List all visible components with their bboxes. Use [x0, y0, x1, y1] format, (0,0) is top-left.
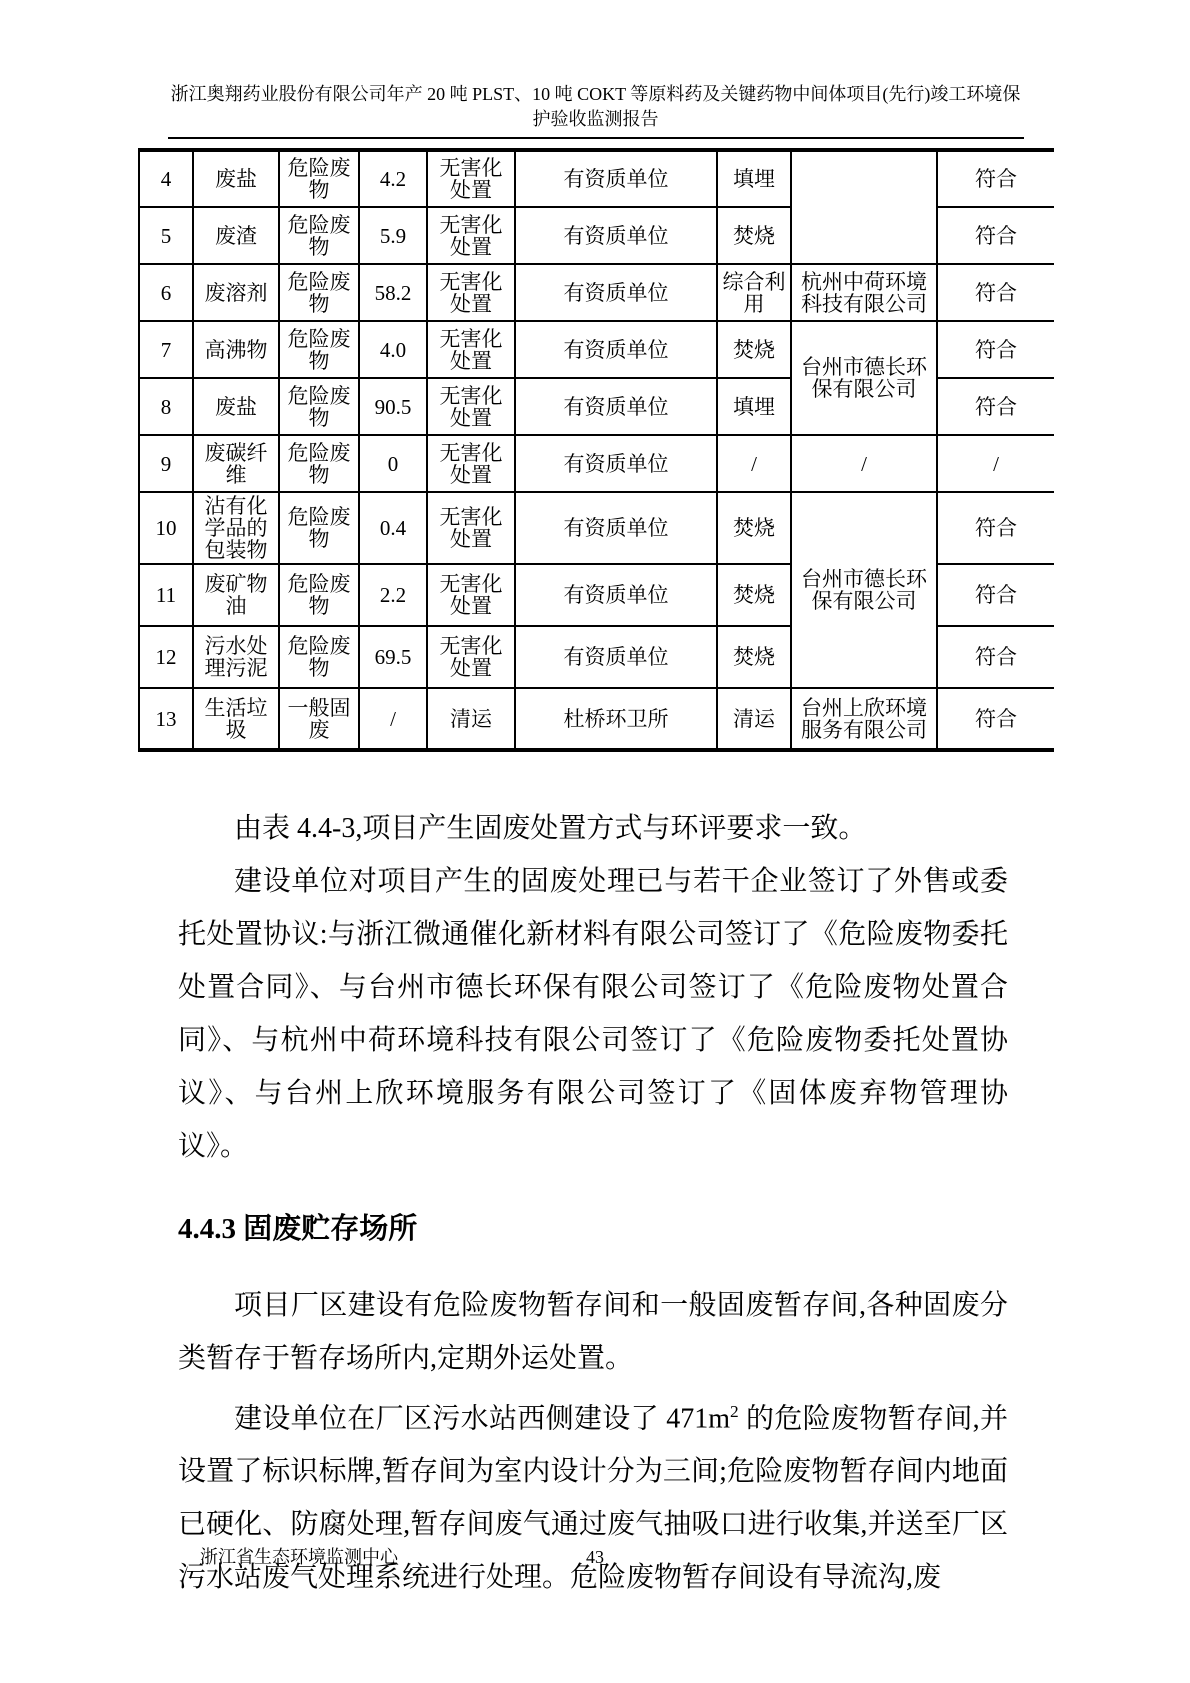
table-cell: 有资质单位	[515, 626, 717, 688]
table-cell: 废盐	[193, 150, 279, 207]
table-cell: 符合	[937, 492, 1054, 564]
table-cell: 一般固废	[279, 688, 359, 750]
table-cell: 综合利用	[717, 264, 791, 321]
table-cell: 5.9	[359, 207, 427, 264]
table-cell	[791, 150, 937, 264]
table-cell: 填埋	[717, 150, 791, 207]
table-cell: /	[717, 435, 791, 492]
table-cell: 4.0	[359, 321, 427, 378]
square-meter-superscript: 2	[730, 1402, 739, 1421]
table-cell: 符合	[937, 564, 1054, 626]
table-cell: /	[791, 435, 937, 492]
table-cell: 焚烧	[717, 492, 791, 564]
table-cell: 清运	[427, 688, 515, 750]
table-cell: 危险废物	[279, 435, 359, 492]
table-cell: 10	[139, 492, 193, 564]
table-cell: 有资质单位	[515, 378, 717, 435]
table-cell: 危险废物	[279, 321, 359, 378]
table-cell: 危险废物	[279, 626, 359, 688]
table-cell: 符合	[937, 150, 1054, 207]
table-cell: 0	[359, 435, 427, 492]
table-row	[139, 264, 1054, 321]
table-cell: 5	[139, 207, 193, 264]
table-cell: 90.5	[359, 378, 427, 435]
table-cell: 69.5	[359, 626, 427, 688]
table-cell: 符合	[937, 207, 1054, 264]
table-cell: 13	[139, 688, 193, 750]
solid-waste-disposal-table	[138, 148, 1054, 752]
table-cell: 11	[139, 564, 193, 626]
table-cell: 无害化处置	[427, 378, 515, 435]
table-cell: 杭州中荷环境科技有限公司	[791, 264, 937, 321]
table-cell: 危险废物	[279, 264, 359, 321]
table-cell: 无害化处置	[427, 626, 515, 688]
table-cell: 废盐	[193, 378, 279, 435]
paragraph-storage-overview: 项目厂区建设有危险废物暂存间和一般固废暂存间,各种固废分类暂存于暂存场所内,定期外运处置。	[178, 1290, 1008, 1374]
table-cell: 12	[139, 626, 193, 688]
table-cell: 危险废物	[279, 564, 359, 626]
table-cell: 6	[139, 264, 193, 321]
table-cell: 清运	[717, 688, 791, 750]
section-heading-4-4-3: 4.4.3 固废贮存场所	[178, 1213, 418, 1245]
table-cell: 无害化处置	[427, 207, 515, 264]
table-row	[139, 492, 1054, 564]
table-cell: 焚烧	[717, 321, 791, 378]
page-footer	[0, 1545, 1190, 1569]
table-cell: 有资质单位	[515, 492, 717, 564]
table-cell: 台州市德长环保有限公司	[791, 321, 937, 435]
table-row	[139, 321, 1054, 378]
table-cell: 有资质单位	[515, 435, 717, 492]
table-row	[139, 150, 1054, 207]
paragraph-disposal-agreements: 建设单位对项目产生的固废处理已与若干企业签订了外售或委托处置协议:与浙江微通催化新材料有限公司签订了《危险废物委托处置合同》、与台州市德长环保有限公司签订了《危险废物处置合同》、与杭州中荷环境科技有限公司签订了《危险废物委托处置协议》、与台州上欣环境服务有限公司签订了《固体废弃物管理协议》。	[178, 866, 1008, 1162]
table-cell: 8	[139, 378, 193, 435]
table-row	[139, 435, 1054, 492]
table-cell: 无害化处置	[427, 564, 515, 626]
table-cell: 废渣	[193, 207, 279, 264]
table-cell: 危险废物	[279, 207, 359, 264]
table-cell: 危险废物	[279, 492, 359, 564]
table-cell: 台州市德长环保有限公司	[791, 492, 937, 688]
table-cell: 杜桥环卫所	[515, 688, 717, 750]
table-cell: 无害化处置	[427, 492, 515, 564]
table-cell: 有资质单位	[515, 264, 717, 321]
running-head: 浙江奥翔药业股份有限公司年产 20 吨 PLST、10 吨 COKT 等原料药及关键药物中间体项目(先行)竣工环境保护验收监测报告	[168, 82, 1024, 139]
table-cell: 生活垃圾	[193, 688, 279, 750]
table-cell: 有资质单位	[515, 207, 717, 264]
hazwaste-room-text-after: 的危险废物暂存间,并设置了标识标牌,暂存间为室内设计分为三间;危险废物暂存间内地面已硬化、防腐处理,暂存间废气通过废气抽吸口进行收集,并送至厂区污水站废气处理系统进行处理。危险废物暂存间设有导流沟,废	[178, 1403, 1008, 1594]
table-cell: 焚烧	[717, 207, 791, 264]
table-cell: 废碳纤维	[193, 435, 279, 492]
table-cell: 有资质单位	[515, 321, 717, 378]
table-cell: /	[359, 688, 427, 750]
table-cell: 4	[139, 150, 193, 207]
hazwaste-room-text-before: 建设单位在厂区污水站西侧建设了 471m	[234, 1403, 731, 1435]
table-cell: 4.2	[359, 150, 427, 207]
table-cell: 填埋	[717, 378, 791, 435]
table-cell: 0.4	[359, 492, 427, 564]
table-cell: 58.2	[359, 264, 427, 321]
table-cell: 符合	[937, 378, 1054, 435]
table-cell: 有资质单位	[515, 564, 717, 626]
table-cell: 9	[139, 435, 193, 492]
body-text-block-1	[178, 802, 1008, 1173]
table-cell: 危险废物	[279, 150, 359, 207]
waste-table-body	[139, 150, 1054, 750]
table-row	[139, 688, 1054, 750]
table-cell: 符合	[937, 321, 1054, 378]
footer-organization: 浙江省生态环境监测中心	[200, 1547, 398, 1567]
table-cell: 沾有化学品的包装物	[193, 492, 279, 564]
page-number: 43	[586, 1547, 604, 1567]
table-cell: 焚烧	[717, 626, 791, 688]
table-cell: 有资质单位	[515, 150, 717, 207]
table-cell: 危险废物	[279, 378, 359, 435]
table-cell: 无害化处置	[427, 321, 515, 378]
paragraph-table-conclusion: 由表 4.4-3,项目产生固废处置方式与环评要求一致。	[234, 813, 867, 844]
table-cell: 废溶剂	[193, 264, 279, 321]
table-cell: 符合	[937, 688, 1054, 750]
table-cell: 高沸物	[193, 321, 279, 378]
table-cell: 2.2	[359, 564, 427, 626]
table-cell: 无害化处置	[427, 435, 515, 492]
table-cell: 符合	[937, 264, 1054, 321]
paragraph-hazwaste-room	[178, 1385, 1008, 1604]
table-cell: 焚烧	[717, 564, 791, 626]
table-cell: 污水处理污泥	[193, 626, 279, 688]
table-cell: 台州上欣环境服务有限公司	[791, 688, 937, 750]
table-cell: 符合	[937, 626, 1054, 688]
table-cell: 7	[139, 321, 193, 378]
table-cell: 废矿物油	[193, 564, 279, 626]
table-cell: 无害化处置	[427, 150, 515, 207]
table-cell: /	[937, 435, 1054, 492]
table-cell: 无害化处置	[427, 264, 515, 321]
